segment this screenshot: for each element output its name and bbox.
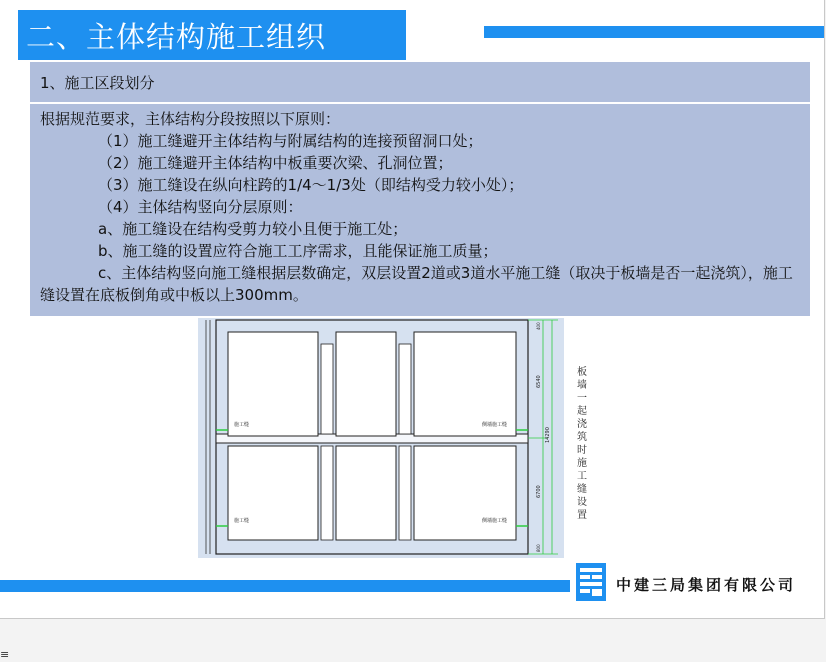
- subrule-c: c、主体结构竖向施工缝根据层数确定，双层设置2道或3道水平施工缝（取决于板墙是否一起浇筑），施工缝设置在底板倒角或中板以上300mm。: [40, 264, 793, 304]
- content-panel: [30, 104, 810, 316]
- lower-middle-cell: [336, 446, 396, 540]
- upper-left-cell: [228, 332, 318, 436]
- lower-column-right: [399, 446, 411, 540]
- subrule-b: b、施工缝的设置应符合施工工序需求，且能保证施工质量；: [98, 242, 498, 260]
- upper-right-cell: [414, 332, 516, 436]
- dim-top-label: 6540: [536, 375, 542, 388]
- lower-left-cell: [228, 446, 318, 540]
- principle-2: （2）施工缝避开主体结构中板重要次梁、孔洞位置；: [98, 154, 453, 172]
- principle-4: （4）主体结构竖向分层原则：: [98, 198, 303, 216]
- right-note-top: 侧墙施工缝: [482, 422, 508, 428]
- company-logo-icon: [576, 563, 606, 601]
- dim-small-bottom-label: 800: [536, 544, 541, 552]
- dim-small-top-label: 400: [536, 322, 541, 330]
- company-name: 中建三局集团有限公司: [616, 576, 797, 594]
- principle-1: （1）施工缝避开主体结构与附属结构的连接预留洞口处；: [98, 132, 483, 150]
- left-note-bottom: 施工缝: [234, 518, 250, 524]
- section-drawing: [198, 318, 564, 558]
- status-bar-mark: ≡: [0, 648, 10, 661]
- right-note-bottom: 侧墙施工缝: [482, 518, 508, 524]
- section-heading: 1、施工区段划分: [30, 62, 810, 102]
- subrule-a: a、施工缝设在结构受剪力较小且便于施工处；: [98, 220, 408, 238]
- upper-middle-cell: [336, 332, 396, 436]
- dim-total-label: 14290: [545, 427, 551, 443]
- left-note-top: 施工缝: [234, 422, 250, 428]
- slide-title: 二、主体结构施工组织: [18, 10, 406, 60]
- principle-3: （3）施工缝设在纵向柱跨的1/4～1/3处（即结构受力较小处）；: [98, 176, 524, 194]
- intro-line: 根据规范要求，主体结构分段按照以下原则：: [40, 110, 341, 128]
- upper-column-right: [399, 344, 411, 434]
- bottom-accent-bar: [0, 580, 570, 592]
- drawing-side-caption: 板墙一起浇筑时施工缝设置: [577, 367, 587, 521]
- lower-right-cell: [414, 446, 516, 540]
- upper-column-left: [321, 344, 333, 434]
- top-accent-bar: [484, 26, 824, 38]
- dim-bottom-label: 6700: [536, 485, 542, 498]
- lower-column-left: [321, 446, 333, 540]
